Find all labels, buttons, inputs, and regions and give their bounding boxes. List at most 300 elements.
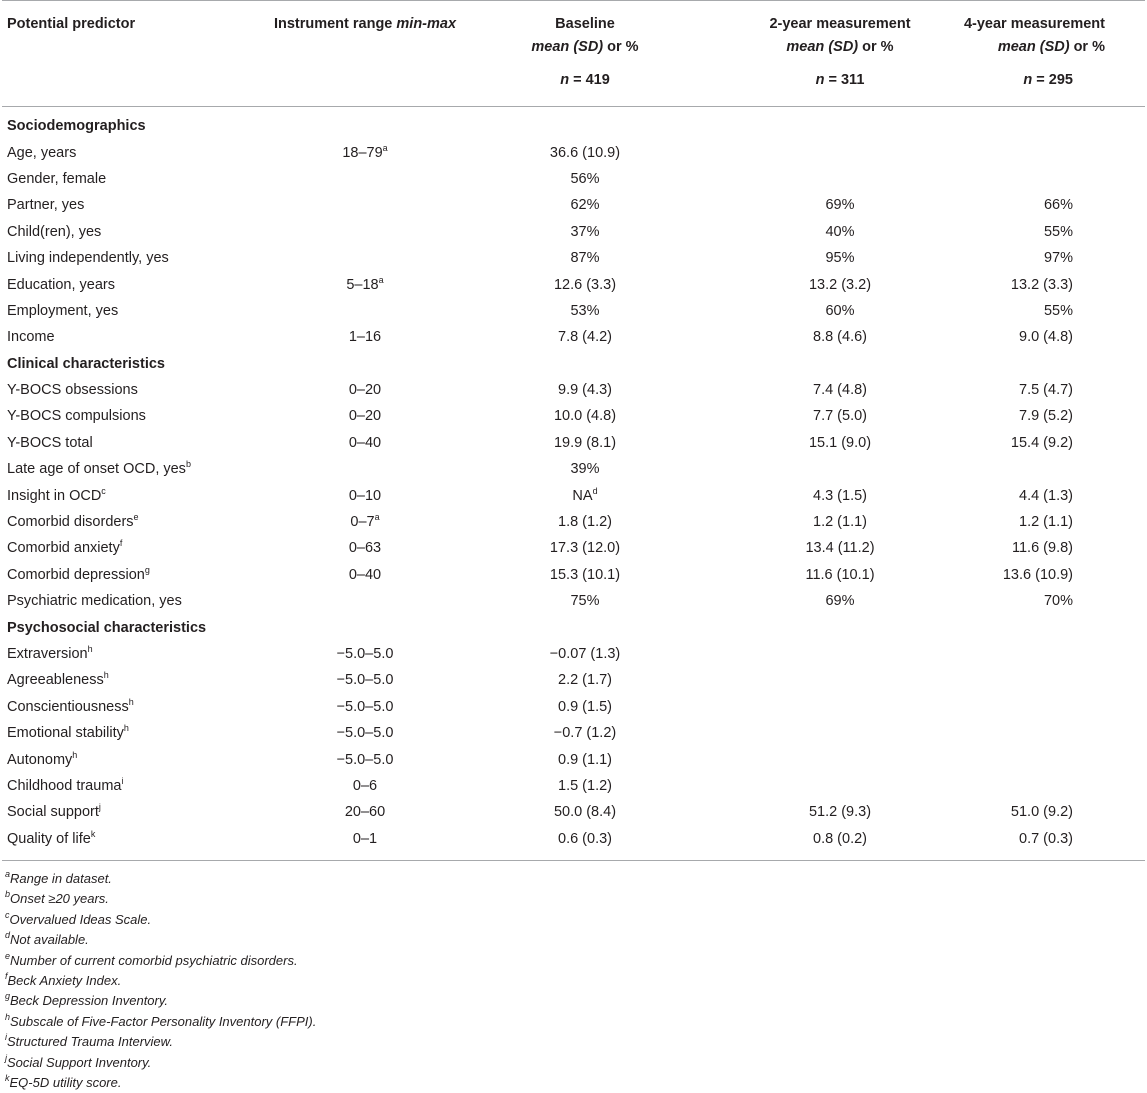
row-range [260,456,470,482]
row-range-text: 0–20 [348,382,382,399]
row-4-year-text: 13.6 (10.9) [1002,566,1073,583]
row-4-year-text: 0.7 (0.3) [1019,830,1073,847]
section-clinical: Clinical characteristics [7,355,165,372]
footnote-mark: i [5,1032,7,1043]
row-baseline-text: 53% [570,302,600,319]
row-4-year [940,456,1145,482]
table-row [2,562,1145,588]
footnote-mark: a [378,274,384,285]
table-header [2,1,1145,107]
table-row [2,641,1145,667]
row-range-text: 1–16 [348,329,382,346]
row-range [260,377,470,403]
table-row [2,667,1145,693]
row-2-year [700,166,940,192]
row-2-year [700,430,940,456]
row-baseline-text: 19.9 (8.1) [553,434,617,451]
row-range [260,562,470,588]
row-baseline [470,271,700,297]
footnote [5,951,1147,971]
row-label [2,746,260,772]
footnote-text: Onset ≥20 years. [10,891,109,907]
row-range-text: 0–20 [348,408,382,425]
row-2-year-text: 4.3 (1.5) [813,487,867,504]
row-range-text: 0–6 [352,777,378,794]
row-baseline-text: 50.0 (8.4) [553,804,617,821]
table-row [2,219,1145,245]
row-label-text: Conscientiousness [7,698,129,715]
n-label: n [815,72,825,88]
row-label-text: Childhood trauma [7,777,122,794]
row-baseline [470,588,700,614]
header-4-year-n [940,59,1145,107]
row-2-year [700,667,940,693]
row-label [2,720,260,746]
row-2-year [700,535,940,561]
footnote-text: Range in dataset. [10,870,112,886]
footnote [5,971,1147,991]
row-4-year-text: 97% [1043,250,1073,267]
row-2-year-text: 0.8 (0.2) [813,830,867,847]
row-baseline-text: 10.0 (4.8) [553,408,617,425]
row-2-year [700,456,940,482]
row-label-text: Living independently, yes [7,250,169,267]
row-4-year [940,245,1145,271]
row-label [2,271,260,297]
header-range-label: Instrument range [273,16,397,32]
table-body [2,107,1145,861]
row-baseline-text: 12.6 (3.3) [553,276,617,293]
row-label [2,482,260,508]
table-row [2,509,1145,535]
row-2-year-text: 7.4 (4.8) [813,382,867,399]
stat-label: mean (SD) [997,39,1070,55]
row-baseline-text: 37% [570,223,600,240]
footnote-text: Social Support Inventory. [7,1054,152,1070]
footnote-mark: e [5,950,11,961]
row-2-year [700,588,940,614]
row-baseline-text: NA [572,487,593,504]
section-sociodemographics: Sociodemographics [7,118,146,135]
row-baseline [470,509,700,535]
row-baseline [470,166,700,192]
header-predictor: Potential predictor [2,1,260,37]
row-label-text: Comorbid anxiety [7,540,120,557]
header-baseline: Baseline [470,1,700,37]
row-baseline [470,562,700,588]
footnote [5,991,1147,1011]
row-4-year-text: 7.9 (5.2) [1019,408,1073,425]
row-range-text: 0–10 [348,487,382,504]
row-range-text: −5.0–5.0 [336,751,394,768]
row-label-text: Autonomy [7,751,73,768]
row-range [260,139,470,165]
row-range [260,694,470,720]
table-row [2,482,1145,508]
row-2-year-text: 15.1 (9.0) [808,434,872,451]
row-2-year [700,799,940,825]
row-baseline-text: 15.3 (10.1) [549,566,621,583]
footnote [5,1053,1147,1073]
row-label-text: Y-BOCS compulsions [7,408,146,425]
row-label-text: Age, years [7,144,77,161]
row-label-text: Y-BOCS total [7,434,93,451]
row-range [260,166,470,192]
row-2-year [700,694,940,720]
row-range [260,773,470,799]
table-row [2,535,1145,561]
row-range-text: 20–60 [344,804,386,821]
table-row [2,456,1145,482]
footnote-mark: e [133,512,139,523]
row-4-year [940,298,1145,324]
row-range-text: 18–79 [342,144,383,161]
footnote [5,1073,1147,1093]
row-baseline-text: 0.9 (1.1) [558,751,612,768]
footnote-mark: h [5,1011,11,1022]
row-label [2,773,260,799]
row-2-year-text: 40% [825,223,855,240]
section-row [2,107,1145,140]
row-4-year [940,271,1145,297]
row-range-text: −5.0–5.0 [336,672,394,689]
row-label-text: Gender, female [7,170,107,187]
row-2-year [700,509,940,535]
header-range [260,1,470,37]
row-label-text: Social support [7,804,99,821]
row-4-year-text: 55% [1043,223,1073,240]
row-label [2,403,260,429]
row-label [2,509,260,535]
row-4-year-text: 4.4 (1.3) [1019,487,1073,504]
row-label [2,456,260,482]
row-2-year-text: 69% [825,593,855,610]
row-label [2,799,260,825]
row-4-year [940,535,1145,561]
row-range [260,324,470,350]
footnote-mark: a [5,868,11,879]
footnote-mark: k [5,1073,10,1083]
row-label-text: Emotional stability [7,725,124,742]
footnote-mark: f [119,538,123,549]
footnote [5,1032,1147,1052]
footnote-mark: a [374,512,380,523]
header-baseline-n [470,59,700,107]
footnote-mark: h [103,670,109,681]
row-label-text: Psychiatric medication, yes [7,593,182,610]
footnote-text: Subscale of Five-Factor Personality Inventory (FFPI). [10,1013,317,1029]
row-range-text: −5.0–5.0 [336,725,394,742]
header-2-year-stat [700,36,940,59]
footnote-mark: f [5,970,8,981]
row-4-year [940,694,1145,720]
row-4-year-text: 66% [1043,197,1073,214]
row-2-year [700,403,940,429]
row-label [2,430,260,456]
row-4-year [940,377,1145,403]
row-label [2,298,260,324]
row-2-year [700,773,940,799]
row-4-year [940,509,1145,535]
row-range [260,667,470,693]
row-baseline-text: 75% [570,593,600,610]
row-label [2,694,260,720]
row-baseline-text: 17.3 (12.0) [549,540,621,557]
row-baseline-text: 1.8 (1.2) [558,514,612,531]
n-value: = 295 [1032,72,1073,88]
stat-label: mean (SD) [786,39,859,55]
row-2-year-text: 69% [825,197,855,214]
row-2-year-text: 51.2 (9.3) [808,804,872,821]
row-range [260,826,470,861]
row-range-text: 0–1 [352,830,378,847]
row-4-year-text: 55% [1043,302,1073,319]
row-4-year-text: 9.0 (4.8) [1019,329,1073,346]
row-2-year-text: 1.2 (1.1) [813,514,867,531]
header-2-year-n [700,59,940,107]
row-4-year [940,219,1145,245]
row-4-year-text: 7.5 (4.7) [1019,382,1073,399]
table-row [2,773,1145,799]
row-2-year [700,746,940,772]
row-2-year [700,562,940,588]
row-baseline [470,192,700,218]
footnote-mark: j [98,802,101,813]
header-4-year-stat [940,36,1145,59]
row-range-text: 0–40 [348,434,382,451]
row-range-text: 0–63 [348,540,382,557]
footnote-text: Beck Depression Inventory. [10,993,169,1009]
row-baseline [470,298,700,324]
row-4-year [940,482,1145,508]
stat-or: or % [1069,39,1105,55]
table-row [2,430,1145,456]
row-2-year [700,720,940,746]
row-label [2,562,260,588]
footnote-mark: g [144,564,150,575]
row-2-year [700,324,940,350]
table-row [2,826,1145,861]
footnote-mark: h [123,723,129,734]
n-label: n [1023,72,1033,88]
row-label-text: Child(ren), yes [7,223,102,240]
row-label-text: Quality of life [7,830,91,847]
row-baseline [470,219,700,245]
row-baseline [470,641,700,667]
row-label-text: Partner, yes [7,197,85,214]
row-baseline [470,720,700,746]
row-2-year [700,377,940,403]
row-label [2,139,260,165]
row-label-text: Education, years [7,276,116,293]
header-2-year: 2-year measurement [700,1,940,37]
row-4-year-text: 15.4 (9.2) [1010,434,1073,451]
table-row [2,324,1145,350]
row-label [2,245,260,271]
footnote-mark: h [128,696,134,707]
footnote-mark: d [5,930,11,941]
table-row [2,377,1145,403]
row-label-text: Late age of onset OCD, yes [7,461,186,478]
row-4-year-text: 1.2 (1.1) [1019,514,1073,531]
footnote-mark: i [121,775,124,786]
footnote-text: Overvalued Ideas Scale. [9,911,152,927]
table-row [2,694,1145,720]
footnote-mark: g [5,991,11,1002]
row-range [260,509,470,535]
footnote [5,1012,1147,1032]
row-2-year [700,219,940,245]
section-row [2,614,1145,640]
footnote-text: Structured Trauma Interview. [7,1034,173,1050]
row-2-year-text: 7.7 (5.0) [813,408,867,425]
row-label [2,324,260,350]
row-label-text: Comorbid disorders [7,514,134,531]
row-baseline [470,430,700,456]
table-row [2,271,1145,297]
footnote-mark: c [101,485,106,496]
row-4-year [940,773,1145,799]
row-baseline-text: 1.5 (1.2) [558,777,612,794]
row-range [260,298,470,324]
row-2-year [700,192,940,218]
predictor-table [2,0,1145,861]
footnote-mark: h [87,644,93,654]
row-baseline [470,826,700,861]
footnote-mark: b [5,889,11,900]
row-range [260,192,470,218]
table-row [2,192,1145,218]
row-baseline [470,245,700,271]
row-4-year [940,139,1145,165]
row-range-text: −5.0–5.0 [336,646,394,662]
table-row [2,298,1145,324]
row-label [2,641,260,667]
footnote [5,930,1147,950]
row-2-year-text: 8.8 (4.6) [813,329,867,346]
row-range [260,430,470,456]
row-2-year [700,641,940,667]
footnote-text: Number of current comorbid psychiatric disorders. [10,952,298,968]
row-baseline [470,746,700,772]
header-baseline-stat [470,36,700,59]
row-4-year [940,641,1145,667]
footnote-mark: k [90,828,96,839]
row-baseline-text: 2.2 (1.7) [558,672,612,689]
table-row [2,139,1145,165]
row-range [260,482,470,508]
footnote-mark: d [592,485,598,496]
row-baseline [470,377,700,403]
row-baseline-text: 56% [570,170,600,187]
table-row [2,166,1145,192]
table-row [2,245,1145,271]
row-label-text: Insight in OCD [7,487,102,504]
row-baseline-text: 62% [570,197,600,214]
footnote-text: EQ-5D utility score. [9,1075,122,1090]
row-2-year-text: 13.2 (3.2) [808,276,872,293]
row-4-year [940,746,1145,772]
row-4-year [940,799,1145,825]
footnote-mark: j [5,1052,7,1063]
table-row [2,746,1145,772]
row-2-year [700,298,940,324]
row-4-year [940,588,1145,614]
row-range [260,641,470,667]
row-label [2,667,260,693]
row-label-text: Income [7,329,55,346]
row-2-year [700,826,940,861]
row-baseline [470,667,700,693]
row-label-text: Extraversion [7,646,88,662]
row-range-text: 0–40 [348,566,382,583]
row-baseline-text: −0.7 (1.2) [553,725,617,742]
row-baseline-text: 0.9 (1.5) [558,698,612,715]
stat-or: or % [858,39,894,55]
row-4-year [940,667,1145,693]
row-2-year-text: 95% [825,250,855,267]
row-range [260,588,470,614]
row-label [2,535,260,561]
table-footnotes [0,869,1147,1093]
section-row [2,351,1145,377]
row-label-text: Employment, yes [7,302,119,319]
row-label [2,166,260,192]
row-baseline-text: 0.6 (0.3) [558,830,612,847]
footnote-mark: a [382,142,388,153]
row-range [260,219,470,245]
row-baseline [470,456,700,482]
stat-or: or % [603,39,639,55]
row-baseline-text: 39% [570,461,600,478]
row-range [260,720,470,746]
row-label [2,588,260,614]
row-baseline [470,535,700,561]
row-baseline [470,482,700,508]
row-range-text: 0–7 [350,514,375,531]
row-4-year-text: 51.0 (9.2) [1010,804,1073,821]
section-psychosocial: Psychosocial characteristics [7,619,207,636]
row-baseline-text: 7.8 (4.2) [558,329,612,346]
row-range [260,746,470,772]
row-2-year [700,139,940,165]
row-4-year [940,192,1145,218]
header-range-minmax: min-max [396,16,457,32]
row-range [260,535,470,561]
row-4-year [940,403,1145,429]
n-value: = 311 [824,72,865,88]
header-4-year: 4-year measurement [940,1,1145,37]
row-range [260,245,470,271]
row-label [2,377,260,403]
row-2-year-text: 60% [825,302,855,319]
row-range [260,403,470,429]
row-2-year [700,482,940,508]
footnote-mark: b [185,459,191,470]
row-baseline-text: 9.9 (4.3) [558,382,612,399]
row-range [260,271,470,297]
row-4-year-text: 13.2 (3.3) [1010,276,1073,293]
row-4-year [940,166,1145,192]
row-label-text: Agreeableness [7,672,104,689]
row-label-text: Y-BOCS obsessions [7,382,138,399]
row-label [2,192,260,218]
row-label-text: Comorbid depression [7,566,145,583]
row-4-year [940,430,1145,456]
table-row [2,403,1145,429]
footnote-mark: h [72,749,78,760]
footnote [5,869,1147,889]
